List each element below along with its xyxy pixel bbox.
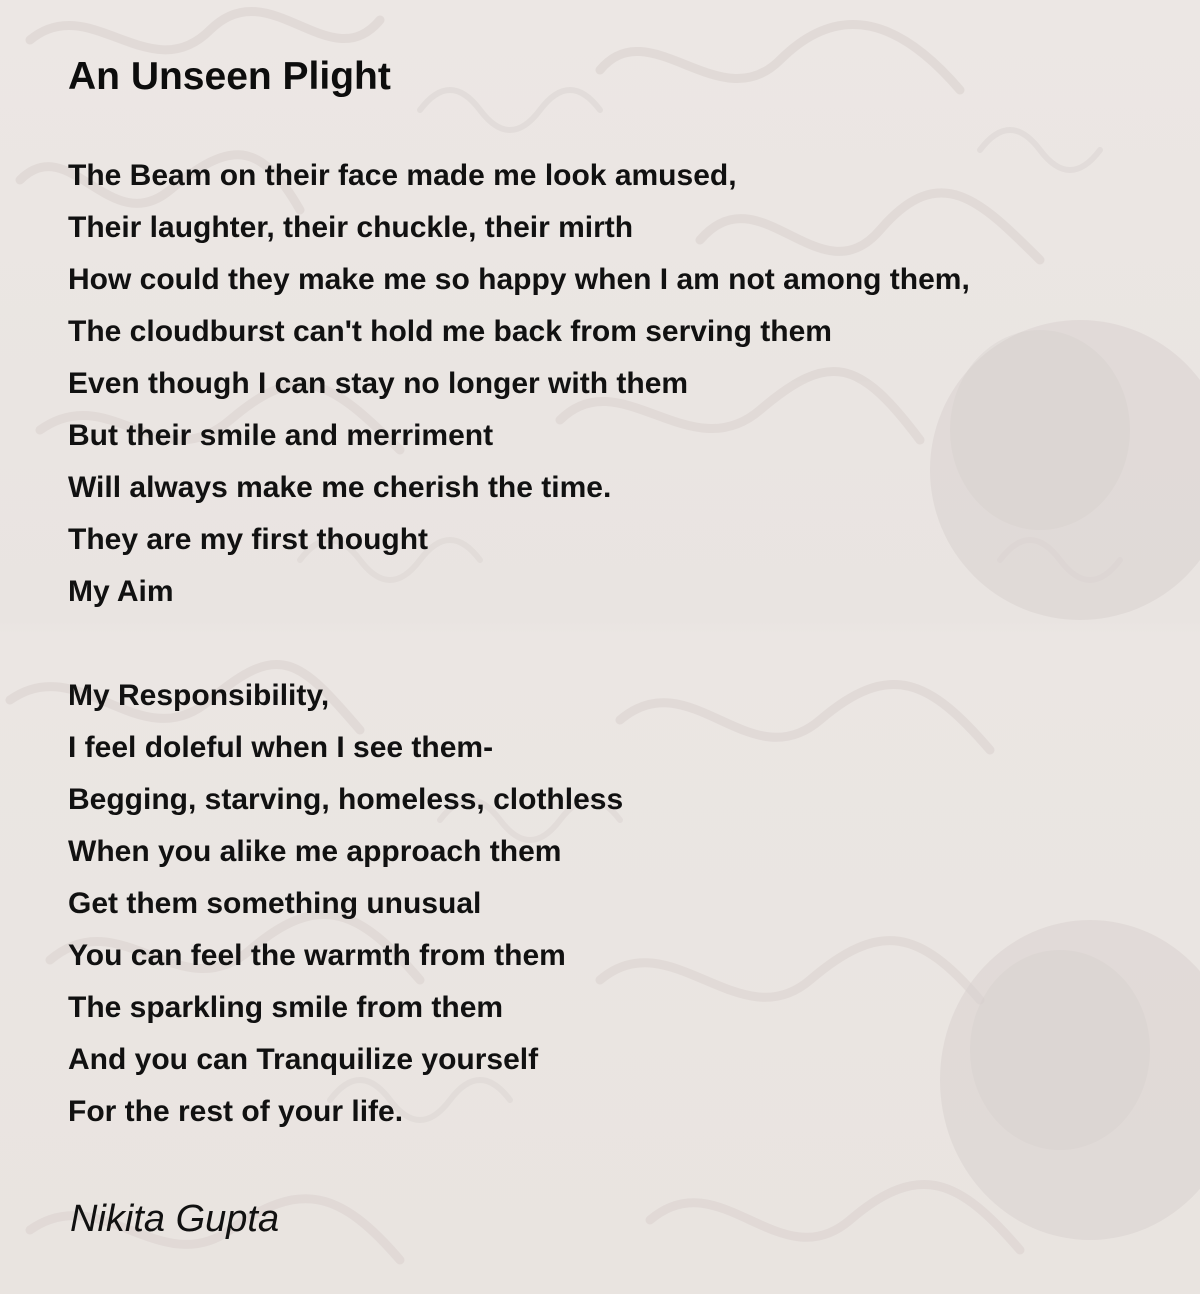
poem-line: The cloudburst can't hold me back from serving them	[68, 315, 832, 348]
poem-line: Begging, starving, homeless, clothless	[68, 783, 624, 816]
poem-line: The Beam on their face made me look amused,	[68, 159, 737, 192]
stanza-2	[68, 670, 623, 1138]
poem-author[interactable]: Nikita Gupta	[70, 1198, 280, 1240]
poem-line: Even though I can stay no longer with them	[68, 367, 689, 400]
poem-line: Get them something unusual	[68, 887, 482, 920]
poem-line: And you can Tranquilize yourself	[68, 1043, 539, 1076]
poem-line: But their smile and merriment	[68, 419, 494, 452]
poem-line: You can feel the warmth from them	[68, 939, 566, 972]
poem-title: An Unseen Plight	[68, 55, 391, 98]
poem-line: The sparkling smile from them	[68, 991, 504, 1024]
stanza-1	[68, 150, 970, 618]
poem-line: Will always make me cherish the time.	[68, 471, 612, 504]
poem-line: Their laughter, their chuckle, their mirth	[68, 211, 634, 244]
poem-line: How could they make me so happy when I am not among them,	[68, 263, 970, 296]
poem-line: For the rest of your life.	[68, 1095, 404, 1128]
poem-line: When you alike me approach them	[68, 835, 562, 868]
poem-line: I feel doleful when I see them-	[68, 731, 494, 764]
poem-line: They are my first thought	[68, 523, 429, 556]
poem-line: My Aim	[68, 575, 174, 608]
poem-line: My Responsibility,	[68, 679, 330, 712]
